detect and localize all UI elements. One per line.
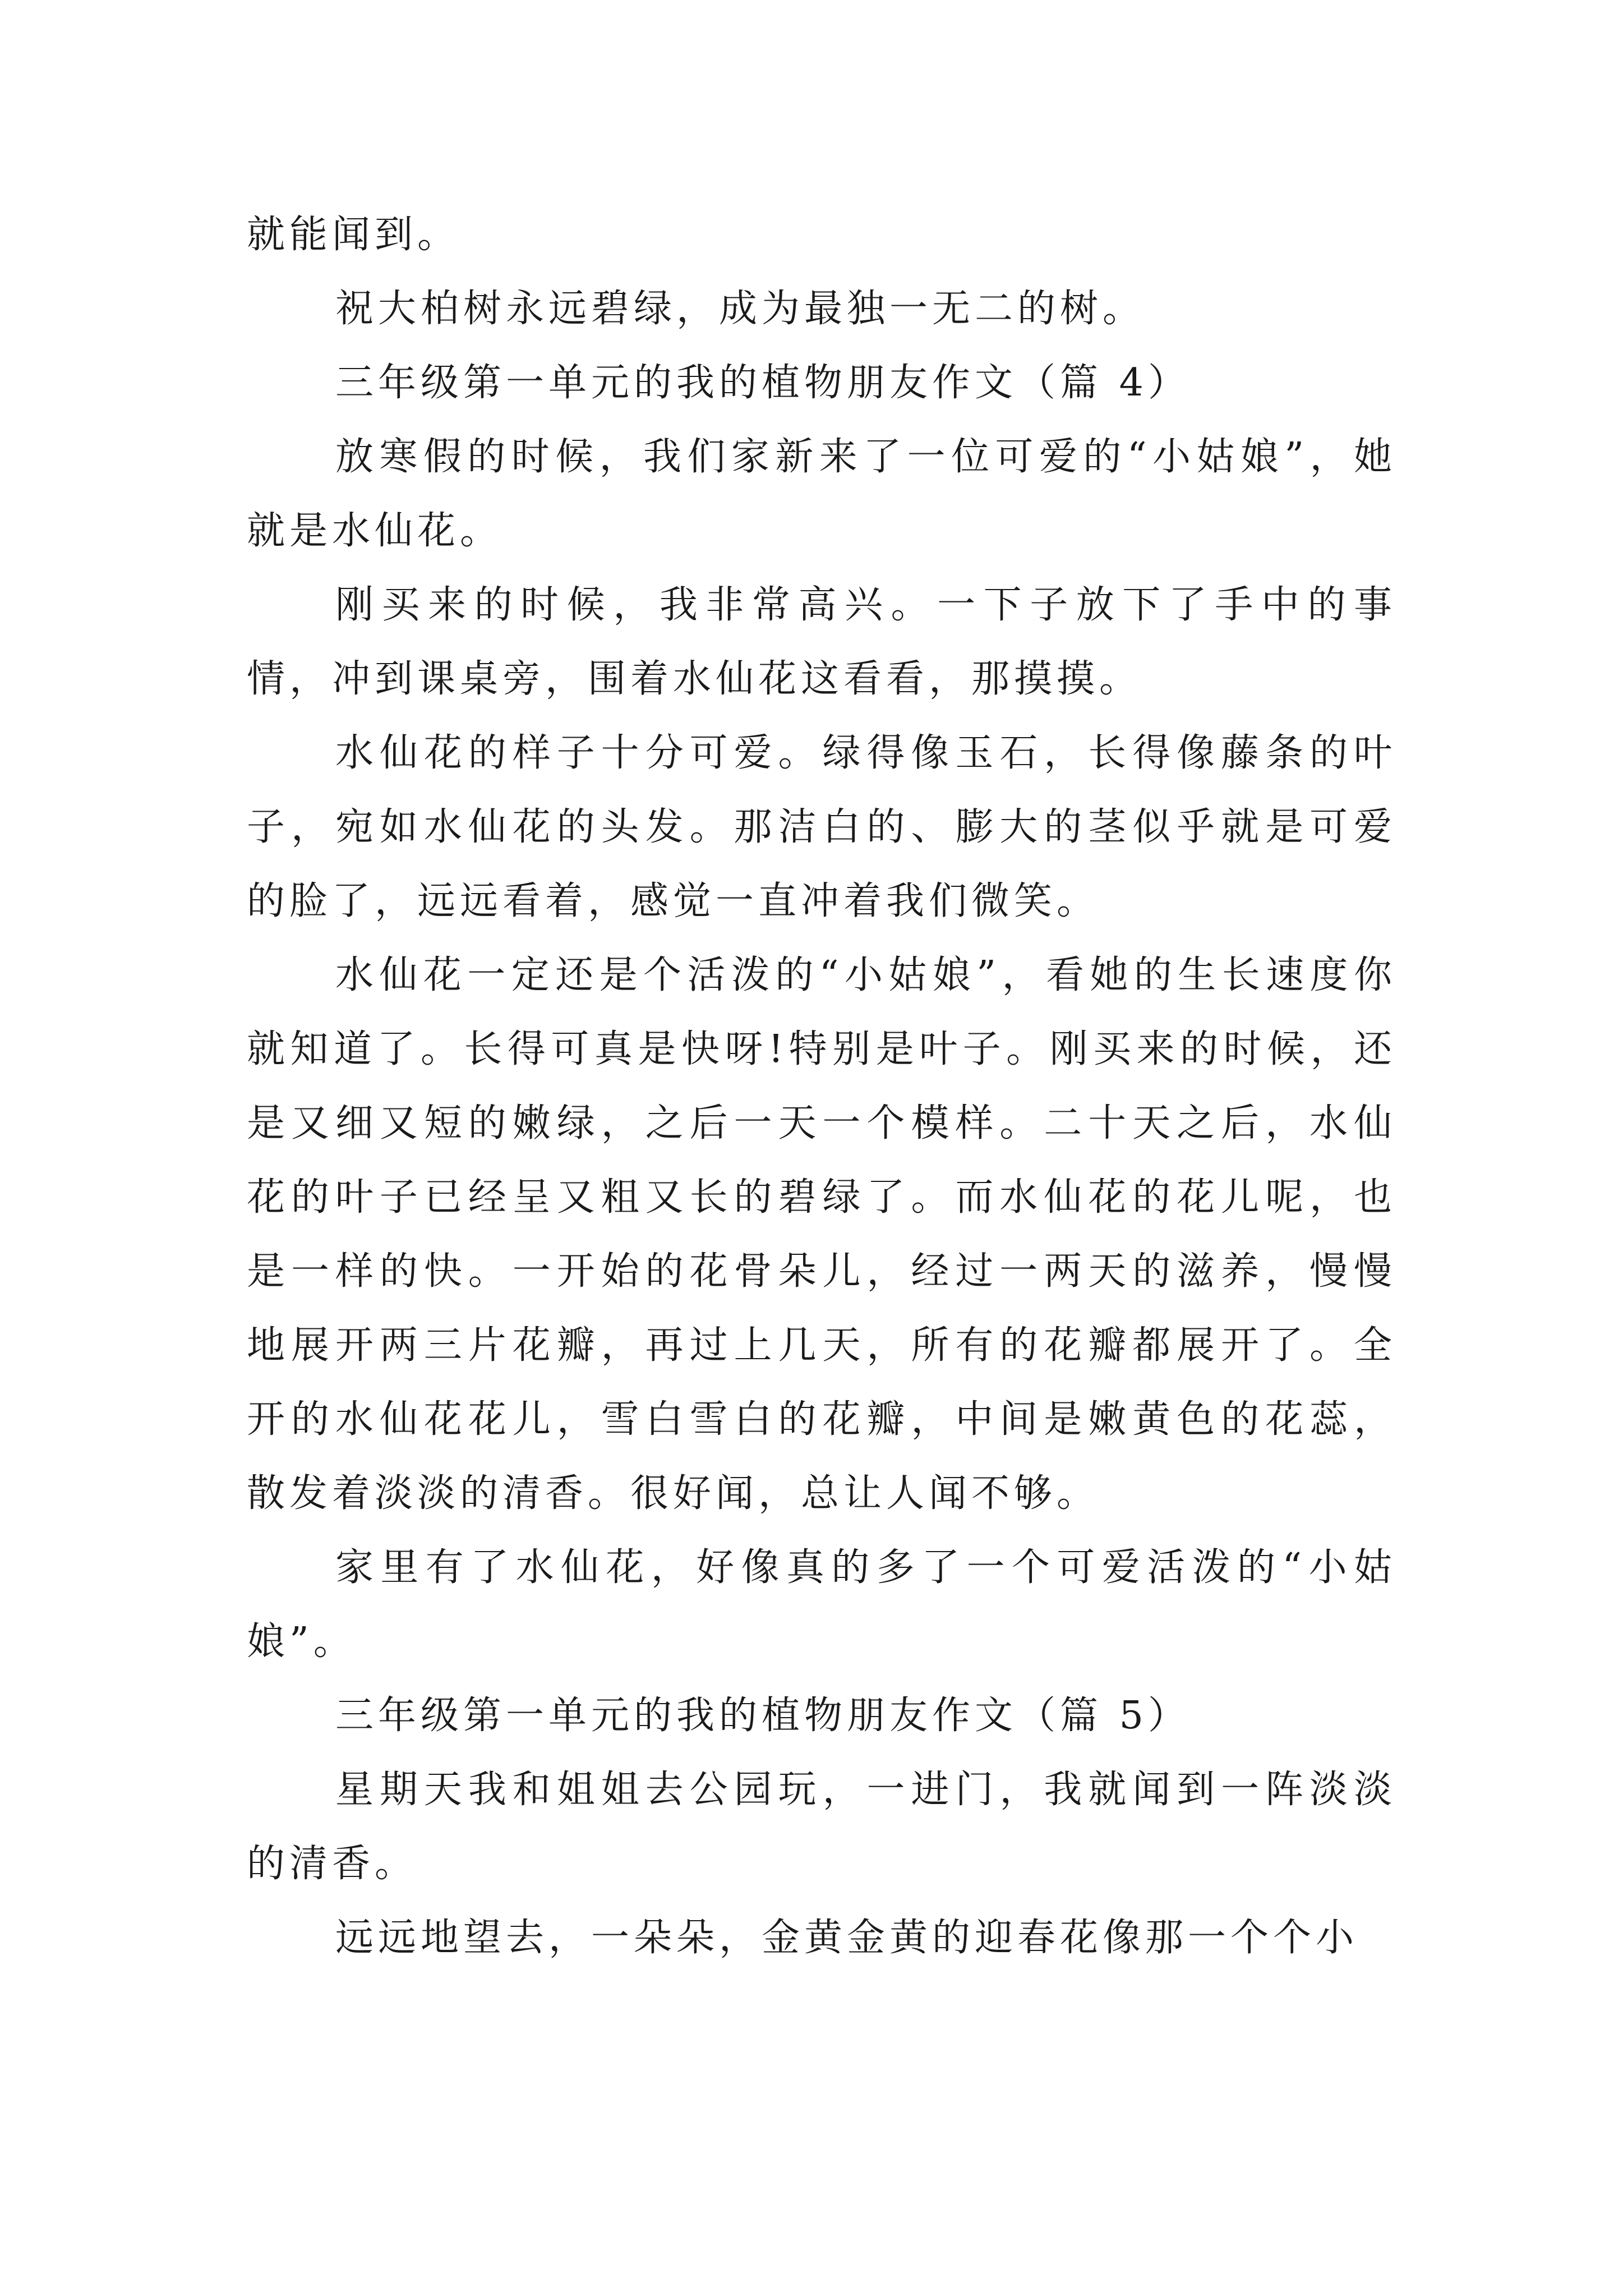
paragraph-jasmine: 远远地望去，一朵朵，金黄金黄的迎春花像那一个个小 bbox=[335, 1916, 1359, 1960]
paragraph-intro: 放寒假的时候，我们家新来了一位可爱的“小姑娘”，她就是水仙花。 bbox=[247, 435, 1396, 553]
essay-heading-4: 三年级第一单元的我的植物朋友作文（篇 4） bbox=[335, 361, 1191, 405]
paragraph-park: 星期天我和姐姐去公园玩，一进门，我就闻到一阵淡淡的清香。 bbox=[247, 1768, 1396, 1886]
essay-heading-5: 三年级第一单元的我的植物朋友作文（篇 5） bbox=[335, 1694, 1191, 1738]
paragraph-wish: 祝大柏树永远碧绿，成为最独一无二的树。 bbox=[335, 287, 1146, 331]
essay-text-column bbox=[247, 198, 1396, 1975]
paragraph-conclusion: 家里有了水仙花，好像真的多了一个可爱活泼的“小姑娘”。 bbox=[247, 1545, 1396, 1664]
paragraph-appearance: 水仙花的样子十分可爱。绿得像玉石，长得像藤条的叶子，宛如水仙花的头发。那洁白的、膨大的茎似乎就是可爱的脸了，远远看着，感觉一直冲着我们微笑。 bbox=[247, 731, 1396, 923]
paragraph-arrival: 刚买来的时候，我非常高兴。一下子放下了手中的事情，冲到课桌旁，围着水仙花这看看，那摸摸。 bbox=[247, 583, 1396, 701]
paragraph-continuation: 就能闻到。 bbox=[247, 213, 460, 257]
paragraph-growth: 水仙花一定还是个活泼的“小姑娘”，看她的生长速度你就知道了。长得可真是快呀!特别是叶子。刚买来的时候，还是又细又短的嫩绿，之后一天一个模样。二十天之后，水仙花的叶子已经呈又粗又长的碧绿了。而水仙花的花儿呢，也是一样的快。一开始的花骨朵儿，经过一两天的滋养，慢慢地展开两三片花瓣，再过上几天，所有的花瓣都展开了。全开的水仙花花儿，雪白雪白的花瓣，中间是嫩黄色的花蕊，散发着淡淡的清香。很好闻，总让人闻不够。 bbox=[247, 953, 1396, 1516]
